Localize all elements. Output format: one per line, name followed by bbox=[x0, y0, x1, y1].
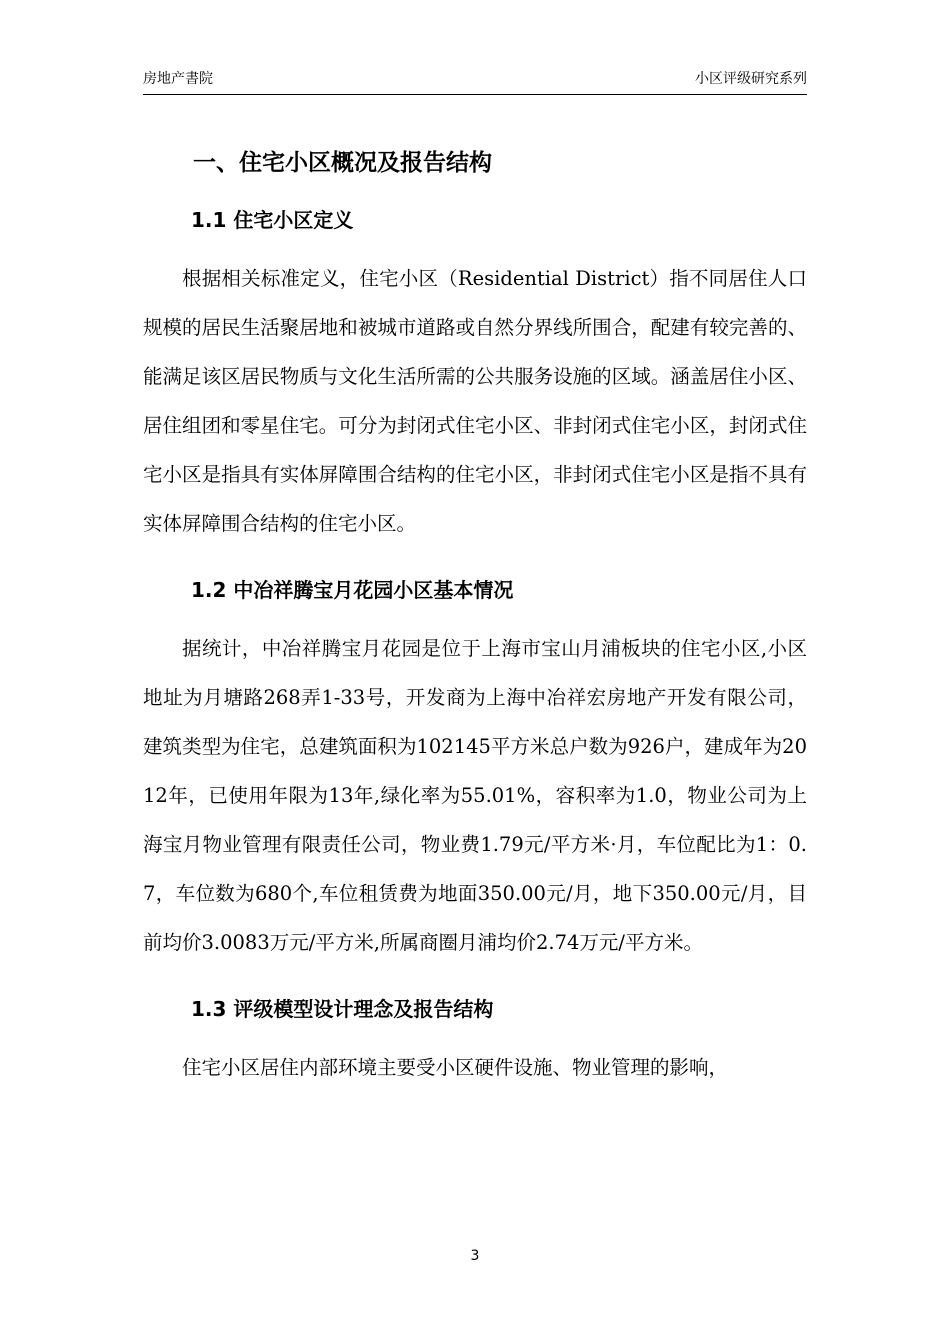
header-series-title: 小区评级研究系列 bbox=[695, 71, 807, 87]
page-number: 3 bbox=[470, 1248, 480, 1264]
section-title: 一、住宅小区概况及报告结构 bbox=[193, 150, 492, 176]
subsection-title-definition: 1.1 住宅小区定义 bbox=[191, 208, 354, 232]
subsection-title-basic-info: 1.2 中冶祥腾宝月花园小区基本情况 bbox=[191, 578, 514, 602]
running-header bbox=[143, 68, 807, 95]
header-publisher: 房地产書院 bbox=[143, 71, 213, 87]
paragraph-basic-info: 据统计，中冶祥腾宝月花园是位于上海市宝山月浦板块的住宅小区,小区地址为月塘路268弄1-33号，开发商为上海中冶祥宏房地产开发有限公司，建筑类型为住宅，总建筑面积为102145平方米总户数为926户，建成年为2012年，已使用年限为13年,绿化率为55.01%，容积率为1.0，物业公司为上海宝月物业管理有限责任公司，物业费1.79元/平方米·月，车位配比为1：0.7，车位数为680个,车位租赁费为地面350.00元/月，地下350.00元/月，目前均价3.0083万元/平方米,所属商圈月浦均价2.74万元/平方米。 bbox=[143, 637, 807, 954]
paragraph-definition: 根据相关标准定义，住宅小区（Residential District）指不同居住人口规模的居民生活聚居地和被城市道路或自然分界线所围合，配建有较完善的、能满足该区居民物质与文化生活所需的公共服务设施的区域。涵盖居住小区、居住组团和零星住宅。可分为封闭式住宅小区、非封闭式住宅小区，封闭式住宅小区是指具有实体屏障围合结构的住宅小区，非封闭式住宅小区是指不具有实体屏障围合结构的住宅小区。 bbox=[143, 267, 807, 535]
paragraph-rating-model: 住宅小区居住内部环境主要受小区硬件设施、物业管理的影响， bbox=[182, 1056, 729, 1079]
subsection-title-rating-model: 1.3 评级模型设计理念及报告结构 bbox=[191, 997, 494, 1021]
page-content bbox=[143, 140, 807, 1092]
